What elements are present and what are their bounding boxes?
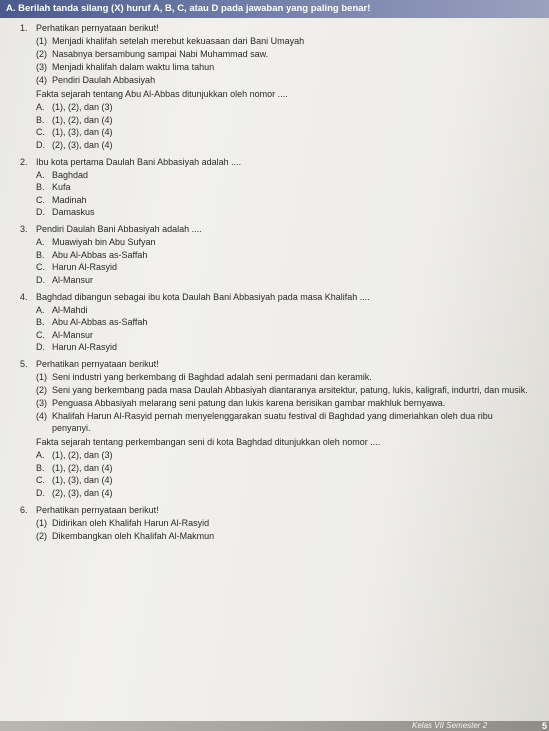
answer-option[interactable] — [36, 474, 532, 486]
answer-option[interactable] — [36, 181, 532, 193]
statement-number: (4) — [36, 75, 47, 85]
option-text: (1), (2), dan (3) — [52, 450, 113, 460]
option-letter: D. — [36, 207, 45, 217]
statement-number: (3) — [36, 62, 47, 72]
option-text: Harun Al-Rasyid — [52, 342, 118, 352]
option-letter: B. — [36, 114, 45, 125]
question-stem: Perhatikan pernyataan berikut! — [36, 359, 159, 369]
option-letter: B. — [36, 317, 45, 327]
option-text: Al-Mahdi — [52, 304, 88, 315]
statement-item — [36, 384, 532, 396]
answer-option[interactable] — [36, 462, 532, 474]
question-5 — [20, 358, 532, 499]
statement-text: Didirikan oleh Khalifah Harun Al-Rasyid — [52, 517, 210, 528]
statement-item — [36, 397, 532, 409]
option-text: (1), (2), dan (3) — [52, 102, 113, 112]
statement-item — [36, 371, 532, 383]
answer-option[interactable] — [36, 206, 532, 218]
answer-option[interactable] — [36, 329, 532, 341]
answer-option[interactable] — [36, 126, 532, 138]
option-text: Al-Mansur — [52, 274, 94, 285]
question-lead: Fakta sejarah tentang perkembangan seni di kota Baghdad ditunjukkan oleh nomor .... — [36, 437, 381, 447]
answer-option[interactable] — [36, 101, 532, 113]
questions-list — [20, 22, 532, 547]
option-text: Baghdad — [52, 169, 89, 180]
option-text: (2), (3), dan (4) — [52, 139, 113, 150]
answer-option[interactable] — [36, 274, 532, 286]
option-text: (1), (2), dan (4) — [52, 114, 113, 125]
option-letter: C. — [36, 194, 45, 205]
question-stem: Perhatikan pernyataan berikut! — [36, 23, 159, 33]
option-text: Abu Al-Abbas as-Saffah — [52, 317, 148, 327]
question-2 — [20, 156, 532, 219]
answer-option[interactable] — [36, 249, 532, 261]
option-text: Al-Mansur — [52, 329, 94, 340]
answer-option[interactable] — [36, 341, 532, 353]
question-stem: Ibu kota pertama Daulah Bani Abbasiyah adalah .... — [36, 156, 242, 167]
answer-option[interactable] — [36, 304, 532, 316]
statement-item — [36, 35, 532, 47]
statement-text: Menjadi khalifah dalam waktu lima tahun — [52, 62, 215, 72]
answer-option[interactable] — [36, 236, 532, 248]
option-text: Muawiyah bin Abu Sufyan — [52, 237, 156, 247]
question-stem: Perhatikan pernyataan berikut! — [36, 504, 159, 515]
question-4 — [20, 291, 532, 354]
statement-number: (1) — [36, 372, 47, 382]
statement-text: Nasabnya bersambung sampai Nabi Muhammad saw. — [52, 49, 269, 59]
question-lead: Fakta sejarah tentang Abu Al-Abbas ditunjukkan oleh nomor .... — [36, 89, 288, 99]
option-letter: A. — [36, 102, 45, 112]
answer-option[interactable] — [36, 139, 532, 151]
option-letter: D. — [36, 342, 45, 352]
answer-option[interactable] — [36, 316, 532, 328]
question-number: 2. — [20, 156, 28, 167]
statement-text: Pendiri Daulah Abbasiyah — [52, 75, 156, 85]
statement-number: (4) — [36, 411, 47, 421]
footer-class-label: Kelas VII Semester 2 — [412, 721, 488, 730]
statement-text: Menjadi khalifah setelah merebut kekuasaan dari Bani Umayah — [52, 36, 305, 46]
option-text: Kufa — [52, 182, 71, 192]
statement-item — [36, 74, 532, 86]
page-footer — [0, 721, 549, 731]
option-letter: D. — [36, 139, 45, 150]
answer-option[interactable] — [36, 261, 532, 273]
statement-item — [36, 530, 532, 542]
answer-option[interactable] — [36, 114, 532, 126]
option-text: Madinah — [52, 194, 87, 205]
option-letter: B. — [36, 462, 45, 473]
statement-item — [36, 517, 532, 529]
question-1 — [20, 22, 532, 151]
question-number: 6. — [20, 504, 28, 515]
option-text: (1), (3), dan (4) — [52, 475, 113, 485]
option-text: (1), (2), dan (4) — [52, 462, 113, 473]
instruction-header: A. Berilah tanda silang (X) huruf A, B, C, atau D pada jawaban yang paling benar! — [0, 0, 549, 18]
statement-number: (1) — [36, 517, 47, 528]
statement-item — [36, 48, 532, 60]
option-text: (1), (3), dan (4) — [52, 127, 113, 137]
answer-option[interactable] — [36, 169, 532, 181]
option-letter: D. — [36, 487, 45, 498]
question-6 — [20, 504, 532, 542]
statement-text: Penguasa Abbasiyah melarang seni patung dan lukis karena berisikan gambar makhluk bernyawa. — [52, 398, 446, 408]
option-letter: A. — [36, 237, 45, 247]
option-letter: D. — [36, 274, 45, 285]
question-stem: Pendiri Daulah Bani Abbasiyah adalah .... — [36, 224, 202, 234]
statement-item — [36, 61, 532, 73]
statement-number: (2) — [36, 49, 47, 59]
option-text: Damaskus — [52, 207, 95, 217]
statement-text: Khalifah Harun Al-Rasyid pernah menyelenggarakan suatu festival di Baghdad yang dimeriahkan oleh dua ribu penyanyi. — [52, 411, 493, 433]
option-letter: B. — [36, 182, 45, 192]
statement-number: (3) — [36, 398, 47, 408]
option-letter: A. — [36, 304, 45, 315]
answer-option[interactable] — [36, 449, 532, 461]
answer-option[interactable] — [36, 487, 532, 499]
question-stem: Baghdad dibangun sebagai ibu kota Daulah Bani Abbasiyah pada masa Khalifah .... — [36, 291, 370, 302]
statement-text: Seni yang berkembang pada masa Daulah Abbasiyah diantaranya arsitektur, patung, lukis, kaligrafi, indurtri, dan musik. — [52, 385, 528, 395]
statement-text: Seni industri yang berkembang di Baghdad adalah seni permadani dan keramik. — [52, 372, 372, 382]
page-number: 5 — [541, 721, 547, 731]
question-number: 5. — [20, 359, 28, 369]
question-number: 4. — [20, 291, 28, 302]
statement-number: (1) — [36, 36, 47, 46]
option-text: Abu Al-Abbas as-Saffah — [52, 249, 148, 260]
option-letter: A. — [36, 450, 45, 460]
question-number: 3. — [20, 224, 28, 234]
answer-option[interactable] — [36, 194, 532, 206]
option-letter: A. — [36, 169, 45, 180]
option-letter: C. — [36, 127, 45, 137]
option-letter: C. — [36, 475, 45, 485]
statement-text: Dikembangkan oleh Khalifah Al-Makmun — [52, 530, 215, 541]
option-letter: B. — [36, 249, 45, 260]
statement-item — [36, 410, 532, 434]
statement-number: (2) — [36, 530, 47, 541]
question-3 — [20, 223, 532, 286]
option-letter: C. — [36, 329, 45, 340]
statement-number: (2) — [36, 385, 47, 395]
option-text: Harun Al-Rasyid — [52, 262, 118, 272]
option-text: (2), (3), dan (4) — [52, 487, 113, 498]
question-number: 1. — [20, 23, 28, 33]
option-letter: C. — [36, 262, 45, 272]
